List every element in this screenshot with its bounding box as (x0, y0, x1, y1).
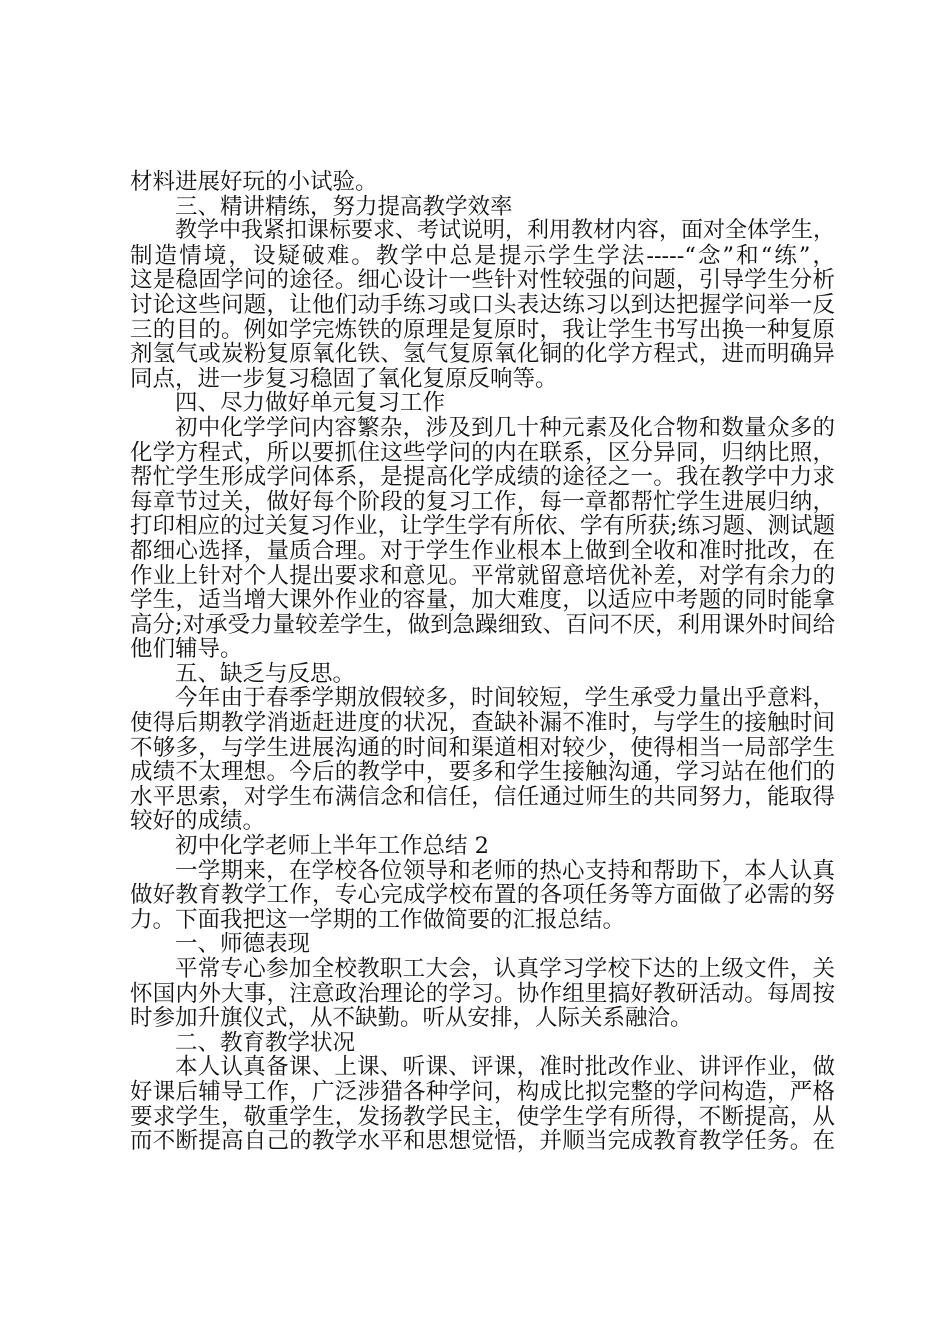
paragraph-line: 要求学生，敬重学生，发扬教学民主，使学生学有所得，不断提高，从 (130, 1103, 835, 1130)
paragraph-line: 一学期来，在学校各位领导和老师的热心支持和帮助下，本人认真 (175, 857, 835, 884)
paragraph-line: 使得后期教学消逝赶进度的状况，查缺补漏不准时，与学生的接触时间 (130, 710, 835, 737)
paragraph-line: 这是稳固学问的途径。细心设计一些针对性较强的问题，引导学生分析 (130, 267, 835, 294)
paragraph-line: 教学中我紧扣课标要求、考试说明，利用教材内容，面对全体学生， (175, 218, 836, 244)
paragraph-line: 高分;对承受力量较差学生，做到急躁细致、百问不厌，利用课外时间给 (130, 611, 836, 638)
paragraph-line: 较好的成绩。 (130, 808, 266, 835)
section-heading: 二、教育教学状况 (175, 1029, 356, 1056)
paragraph-line: 三的目的。例如学完炼铁的原理是复原时，我让学生书写出换一种复原 (130, 316, 835, 343)
section-heading: 一、师德表现 (175, 931, 311, 958)
section-heading: 五、缺乏与反思。 (175, 660, 356, 687)
paragraph-line: 制造情境，设疑破难。教学中总是提示学生学法-----“念”和“练”， (130, 242, 835, 269)
paragraph-line: 而不断提高自己的教学水平和思想觉悟，并顺当完成教育教学任务。在 (130, 1128, 835, 1155)
paragraph-line: 每章节过关，做好每个阶段的复习工作，每一章都帮忙学生进展归纳， (130, 488, 835, 515)
paragraph-line: 本人认真备课、上课、听课、评课，准时批改作业、讲评作业，做 (175, 1054, 835, 1081)
paragraph-line: 化学方程式，所以要抓住这些学问的内在联系，区分异同，归纳比照， (130, 439, 835, 466)
paragraph-line: 好课后辅导工作，广泛涉猎各种学问，构成比拟完整的学问构造，严格 (130, 1078, 835, 1105)
paragraph-line: 作业上针对个人提出要求和意见。平常就留意培优补差，对学有余力的 (130, 562, 835, 589)
paragraph-line: 不够多，与学生进展沟通的时间和渠道相对较少，使得相当一局部学生 (130, 734, 835, 761)
paragraph-line: 材料进展好玩的小试验。 (130, 169, 378, 195)
paragraph-line: 同点，进一步复习稳固了氧化复原反响等。 (130, 365, 558, 392)
paragraph-line: 今年由于春季学期放假较多，时间较短，学生承受力量出乎意料， (175, 685, 835, 712)
paragraph-line: 时参加升旗仪式，从不缺勤。听从安排，人际关系融洽。 (130, 1005, 693, 1032)
paragraph-line: 水平思索，对学生布满信念和信任，信任通过师生的共同努力，能取得 (130, 783, 835, 810)
paragraph-line: 帮忙学生形成学问体系，是提高化学成绩的途径之一。我在教学中力求 (130, 464, 835, 491)
section-heading: 初中化学老师上半年工作总结 2 (175, 833, 489, 860)
paragraph-line: 做好教育教学工作，专心完成学校布置的各项任务等方面做了必需的努 (130, 882, 835, 909)
document-body (130, 170, 835, 1154)
paragraph-line: 怀国内外大事，注意政治理论的学习。协作组里搞好教研活动。每周按 (130, 980, 835, 1007)
paragraph-line: 初中化学学问内容繁杂，涉及到几十种元素及化合物和数量众多的 (175, 414, 835, 441)
paragraph-line: 平常专心参加全校教职工大会，认真学习学校下达的上级文件，关 (175, 956, 835, 982)
paragraph-line: 他们辅导。 (130, 636, 243, 663)
paragraph-line: 都细心选择，量质合理。对于学生作业根本上做到全收和准时批改，在 (130, 537, 835, 564)
paragraph-line: 力。下面我把这一学期的工作做简要的汇报总结。 (130, 906, 626, 933)
paragraph-line: 成绩不太理想。今后的教学中，要多和学生接触沟通，学习站在他们的 (130, 759, 835, 786)
paragraph-line: 打印相应的过关复习作业，让学生学有所依、学有所获;练习题、测试题 (130, 513, 836, 540)
paragraph-line: 学生，适当增大课外作业的容量，加大难度，以适应中考题的同时能拿 (130, 587, 835, 614)
paragraph-line: 讨论这些问题，让他们动手练习或口头表达练习以到达把握学问举一反 (130, 291, 835, 318)
section-heading: 三、精讲精练，努力提高教学效率 (175, 193, 513, 220)
section-heading: 四、尽力做好单元复习工作 (175, 390, 446, 417)
paragraph-line: 剂氢气或炭粉复原氧化铁、氢气复原氧化铜的化学方程式，进而明确异 (130, 341, 835, 368)
